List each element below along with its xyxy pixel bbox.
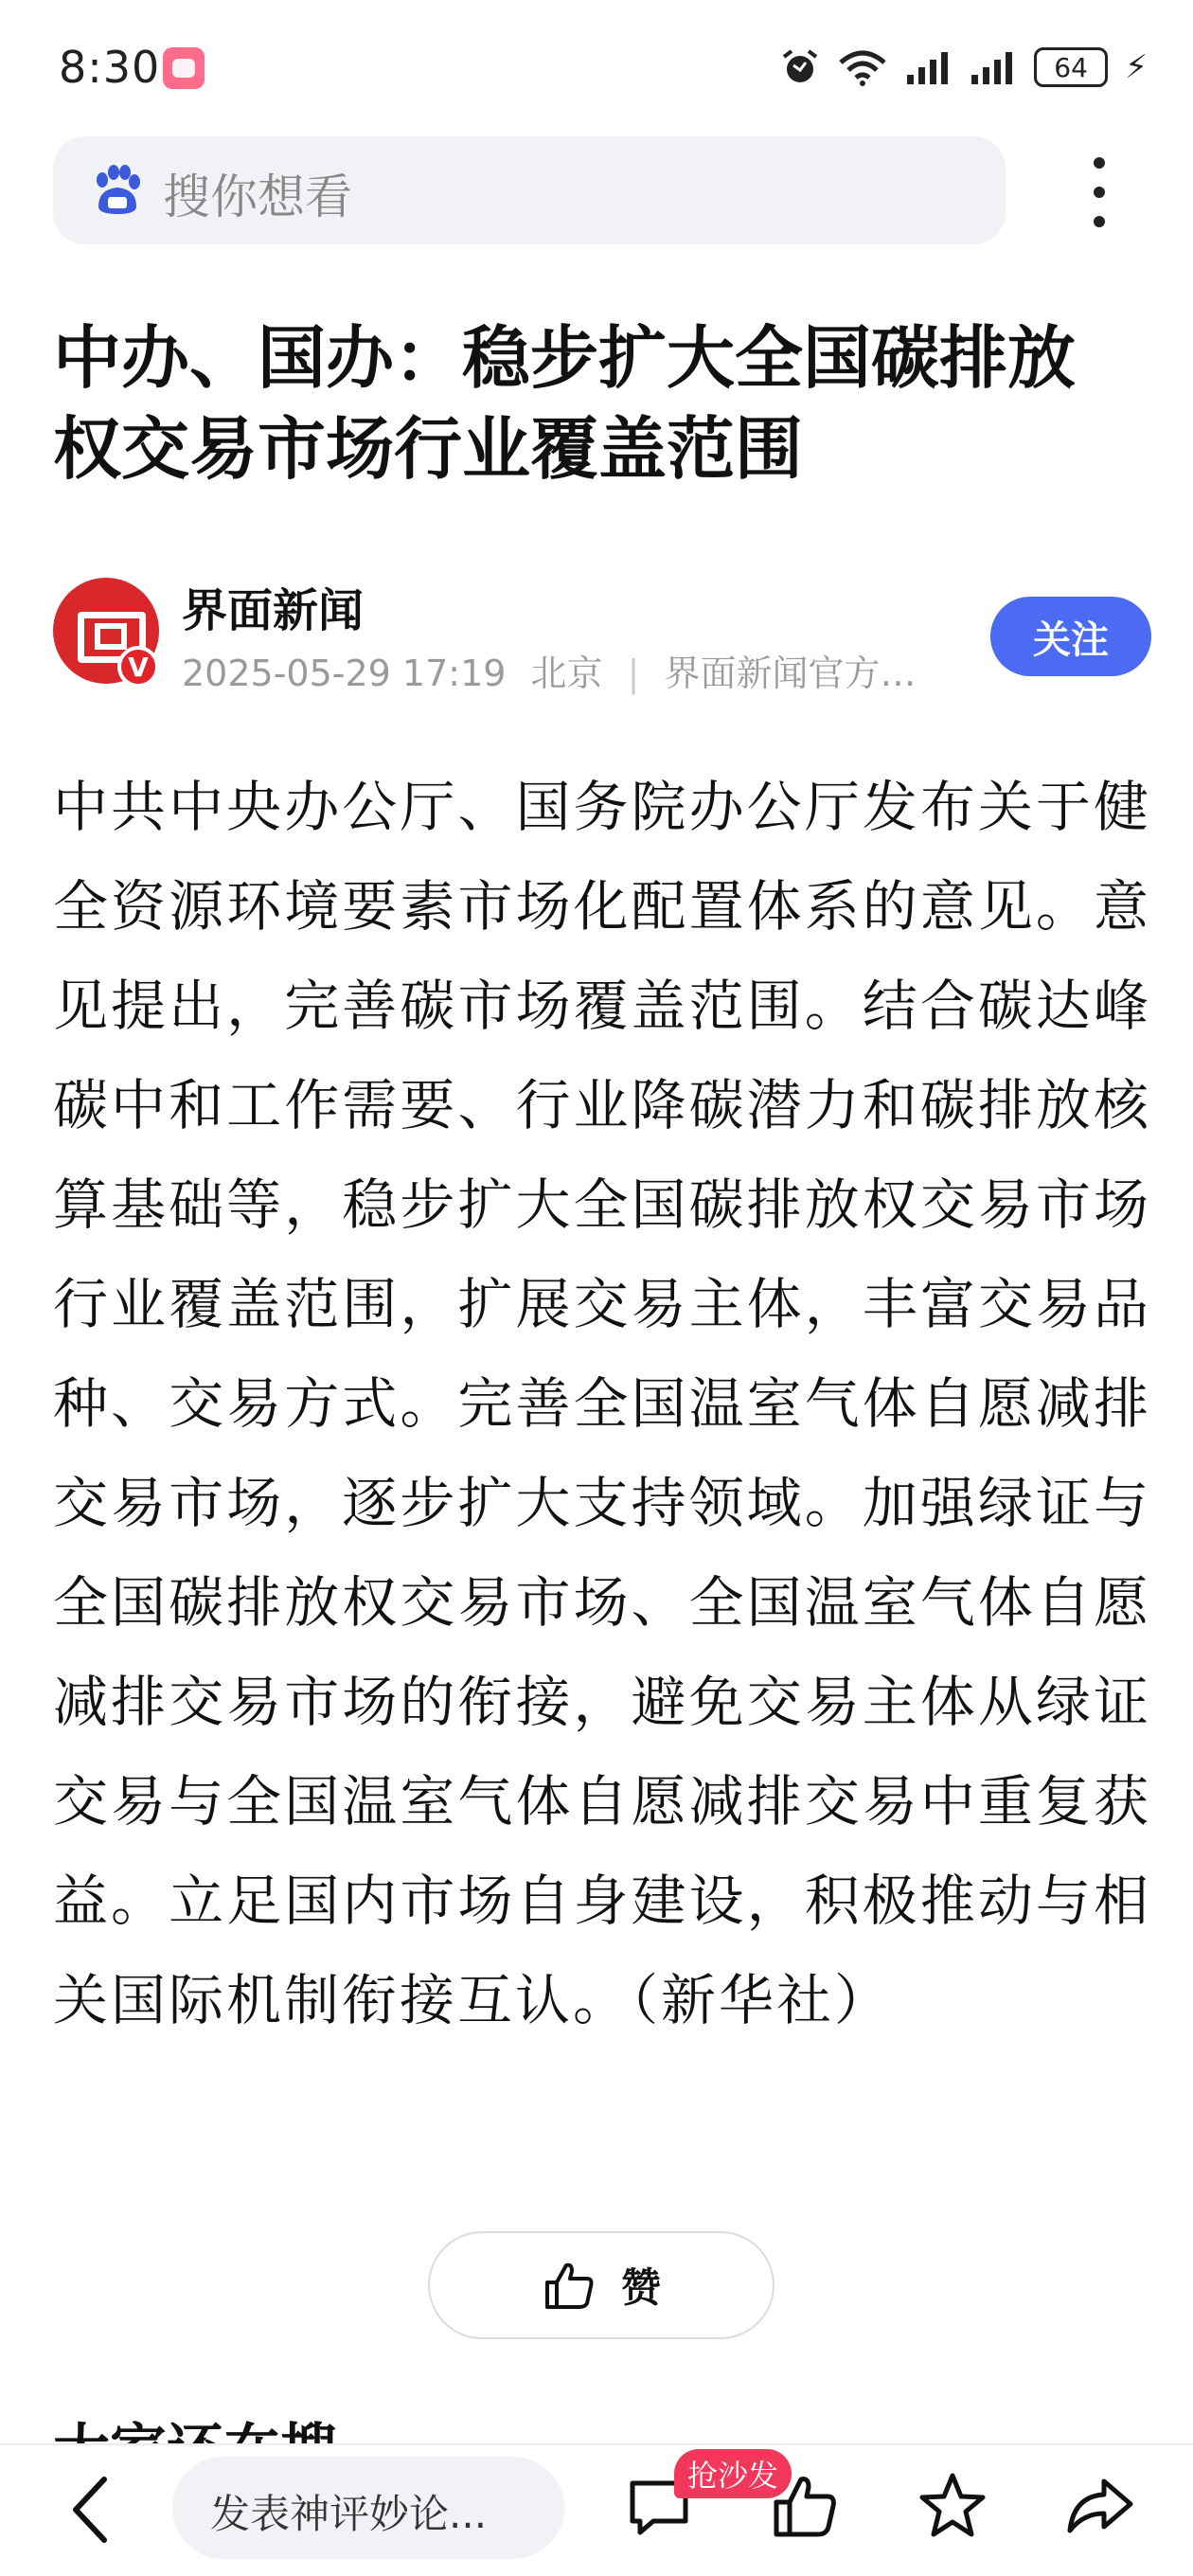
thumbs-up-icon [542,2258,596,2313]
author-name[interactable]: 界面新闻 [182,584,365,637]
article-body: 中共中央办公厅、国务院办公厅发布关于健全资源环境要素市场化配置体系的意见。意见提出，完善碳市场覆盖范围。结合碳达峰碳中和工作需要、行业降碳潜力和碳排放核算基础等，稳步扩大全国碳排放权交易市场行业覆盖范围，扩展交易主体，丰富交易品种、交易方式。完善全国温室气体自愿减排交易市场，逐步扩大支持领域。加强绿证与全国碳排放权交易市场、全国温室气体自愿减排交易市场的衔接，避免交易主体从绿证交易与全国温室气体自愿减排交易中重复获益。立足国内市场自身建设，积极推动与相关国际机制衔接互认。（新华社） [53,775,1151,2032]
back-arrow-icon[interactable] [62,2472,119,2548]
author-description: 界面新闻官方… [664,653,917,694]
publish-datetime: 2025-05-29 17:19 [182,653,507,694]
signal-icon [905,48,953,86]
publish-location: 北京 [530,653,603,694]
follow-button[interactable]: 关注 [990,597,1151,676]
verified-badge-icon: V [117,646,159,688]
status-time: 8:30 [59,42,161,93]
star-icon[interactable] [915,2468,990,2544]
like-button[interactable] [428,2231,775,2339]
author-meta: 2025-05-29 17:19 北京 | 界面新闻官方… [182,653,917,694]
article-title: 中办、国办：稳步扩大全国碳排放权交易市场行业覆盖范围 [53,318,1077,489]
alarm-icon [780,47,820,87]
thumbs-up-icon[interactable] [767,2468,843,2544]
more-options-icon[interactable] [1089,157,1110,227]
charging-icon: ⚡ [1125,48,1148,86]
comment-placeholder: 发表神评妙论... [210,2491,488,2537]
related-searches-section [53,2406,621,2443]
battery-level: 64 [1054,51,1088,83]
signal-icon [970,48,1017,86]
wifi-icon [837,47,888,87]
battery-icon [1034,47,1108,87]
baidu-paw-icon [89,163,144,218]
like-label: 赞 [620,2264,661,2311]
status-icons [780,44,1148,91]
share-icon[interactable] [1062,2468,1138,2544]
search-placeholder: 搜你想看 [163,170,352,224]
sofa-badge: 抢沙发 [674,2449,792,2498]
app-notification-icon [163,47,205,89]
